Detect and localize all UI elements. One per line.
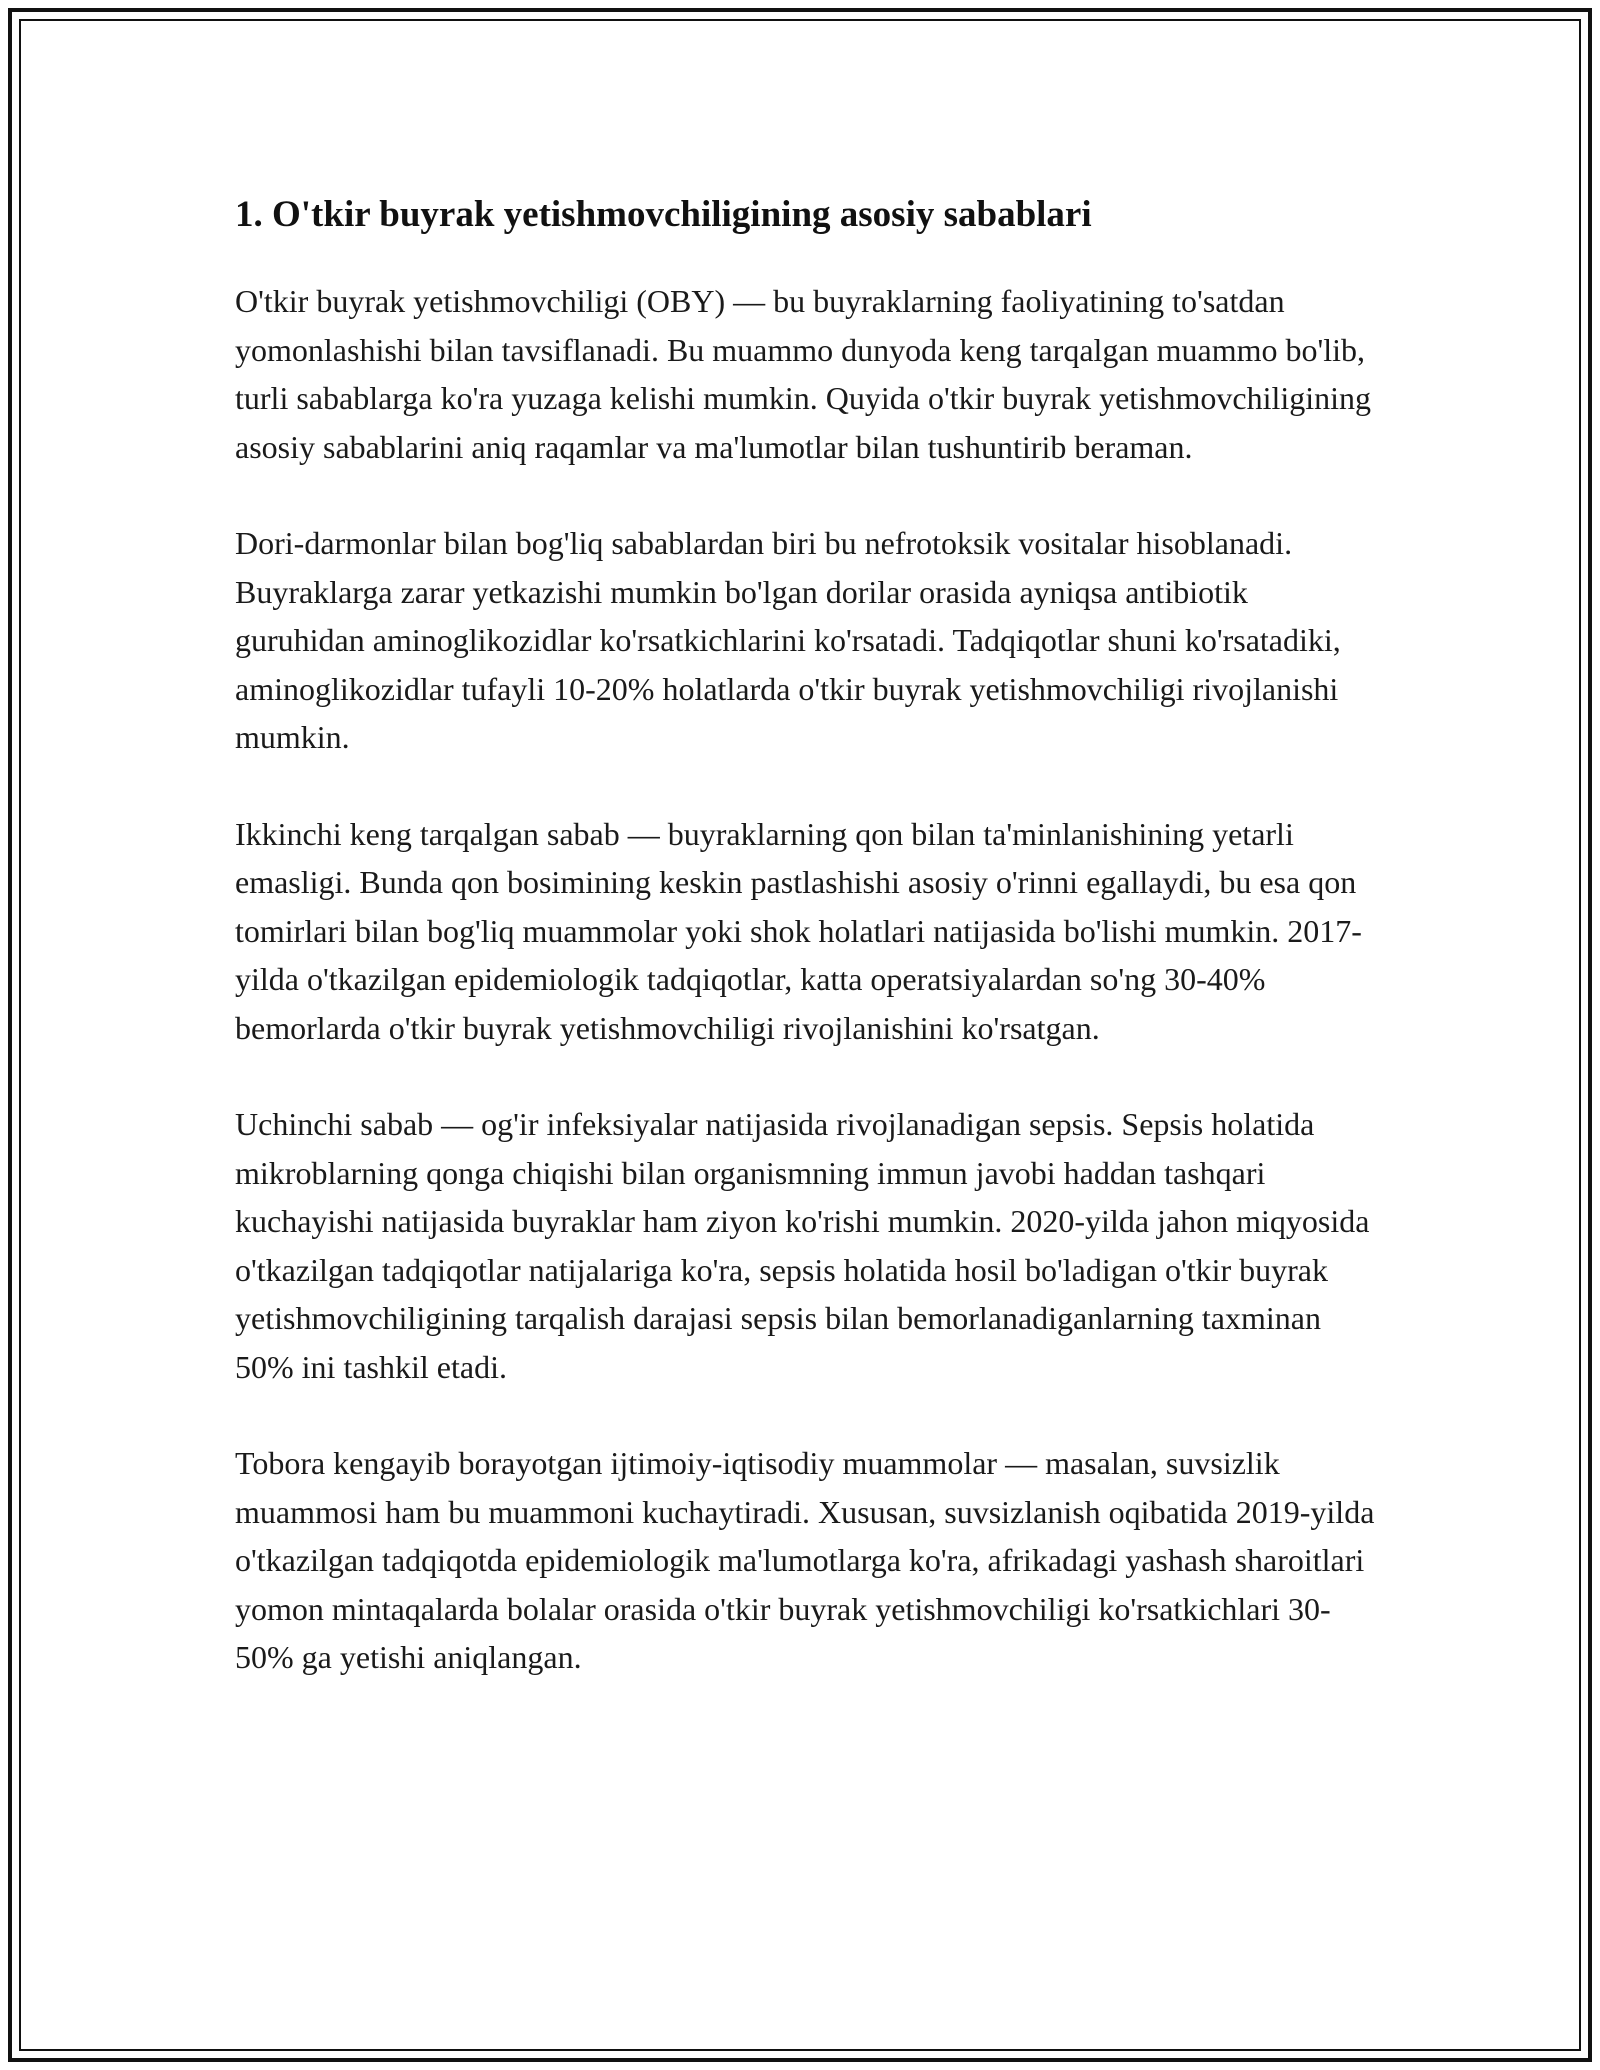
paragraph-intro: O'tkir buyrak yetishmovchiligi (OBY) — bu buyraklarning faoliyatining to'satdan yomonlashishi bilan tavsiflanadi. Bu muammo dunyoda keng tarqalgan muammo bo'lib, turli sabablarga ko'ra yuzaga kelishi mumkin. Quyida o'tkir buyrak yetishmovchiligining asosiy sabablarini aniq raqamlar va ma'lumotlar bilan tushuntirib beraman. (235, 283, 1372, 465)
paragraph-sepsis: Uchinchi sabab — og'ir infeksiyalar natijasida rivojlanadigan sepsis. Sepsis holatida mikroblarning qonga chiqishi bilan organismning immun javobi haddan tashqari kuchayishi natijasida buyraklar ham ziyon ko'rishi mumkin. 2020-yilda jahon miqyosida o'tkazilgan tadqiqotlar natijalariga ko'ra, sepsis holatida hosil bo'ladigan o'tkir buyrak yetishmovchiligining tarqalish darajasi sepsis bilan bemorlanadiganlarning taxminan 50% ini tashkil etadi. (235, 1106, 1370, 1385)
paragraph-dehydration: Tobora kengayib borayotgan ijtimoiy-iqtisodiy muammolar — masalan, suvsizlik muammosi ham bu muammoni kuchaytiradi. Xususan, suvsizlanish oqibatida 2019-yilda o'tkazilgan tadqiqotda epidemiologik ma'lumotlarga ko'ra, afrikadagi yashash sharoitlari yomon mintaqalarda bolalar orasida o'tkir buyrak yetishmovchiligi ko'rsatkichlari 30-50% ga yetishi aniqlangan. (235, 1445, 1375, 1675)
paragraph-medications: Dori-darmonlar bilan bog'liq sabablardan biri bu nefrotoksik vositalar hisoblanadi. Buyraklarga zarar yetkazishi mumkin bo'lgan dorilar orasida ayniqsa antibiotik guruhidan aminoglikozidlar ko'rsatkichlarini ko'rsatadi. Tadqiqotlar shuni ko'rsatadiki, aminoglikozidlar tufayli 10-20% holatlarda o'tkir buyrak yetishmovchiligi rivojlanishi mumkin. (235, 525, 1341, 755)
section-title: 1. O'tkir buyrak yetishmovchiligining asosiy sabablari (235, 194, 1092, 235)
paragraph-blood-supply: Ikkinchi keng tarqalgan sabab — buyraklarning qon bilan ta'minlanishining yetarli emasligi. Bunda qon bosimining keskin pastlashishi asosiy o'rinni egallaydi, bu esa qon tomirlari bilan bog'liq muammolar yoki shok holatlari natijasida bo'lishi mumkin. 2017-yilda o'tkazilgan epidemiologik tadqiqotlar, katta operatsiyalardan so'ng 30-40% bemorlarda o'tkir buyrak yetishmovchiligi rivojlanishini ko'rsatgan. (235, 815, 1362, 1046)
document-body (235, 186, 1385, 1730)
